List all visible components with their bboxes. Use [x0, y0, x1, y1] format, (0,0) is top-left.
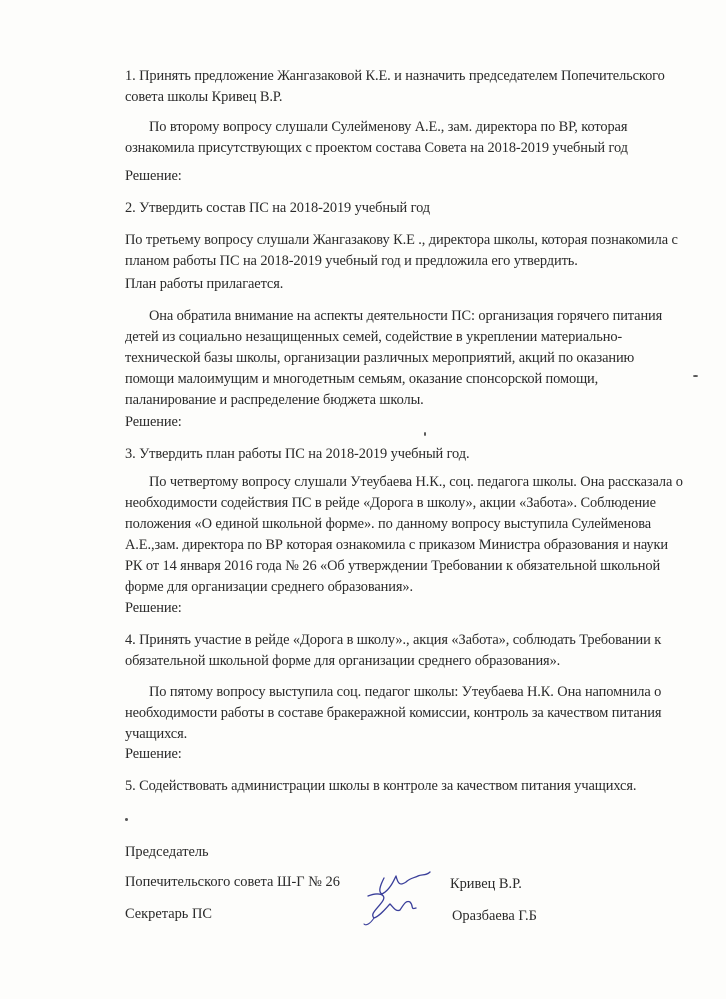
speck-mark: [424, 432, 426, 436]
paragraph-decision-2: 2. Утвердить состав ПС на 2018-2019 учебный год: [125, 200, 431, 216]
heading-decision: Решение:: [125, 746, 182, 762]
paragraph-decision-3: 3. Утвердить план работы ПС на 2018-2019 учебный год.: [125, 446, 470, 462]
heading-decision: Решение:: [125, 600, 182, 616]
handwritten-signature-icon: [360, 868, 440, 928]
paragraph-decision-5: 5. Содействовать администрации школы в контроле за качеством питания учащихся.: [125, 778, 637, 794]
speck-mark: [125, 818, 128, 821]
paragraph-fifth-question: По пятому вопросу выступила соц. педагог школы: Утеубаева Н.К. Она напомнила о необходимости работы в составе бракеражной комиссии, контроль за качеством питания учащихся.: [125, 684, 662, 742]
paragraph-second-question: По второму вопросу слушали Сулейменову А.Е., зам. директора по ВР, которая ознакомила присутствующих с проектом состава Совета на 2018-2019 учебный год: [125, 119, 628, 156]
secretary-title: Секретарь ПС: [125, 906, 212, 922]
chair-title-line-2: Попечительского совета Ш-Г № 26: [125, 874, 340, 890]
heading-decision: Решение:: [125, 414, 182, 430]
secretary-name: Оразбаева Г.Б: [452, 908, 537, 924]
paragraph-third-question: По третьему вопросу слушали Жангазакову К.Е ., директора школы, которая познакомила с планом работы ПС на 2018-2019 учебный год и предложила его утвердить.: [125, 232, 678, 269]
chair-title-line-1: Председатель: [125, 844, 209, 860]
speck-mark: [693, 375, 698, 377]
heading-decision: Решение:: [125, 168, 182, 184]
paragraph-aspects: Она обратила внимание на аспекты деятельности ПС: организация горячего питания детей из социально незащищенных семей, содействие в укреплении материально-технической базы школы, организации различных мероприятий, акций по оказанию помощи малоимущим и многодетным семьям, оказание спонсорской помощи, паланирование и распределение бюджета школы.: [125, 308, 663, 408]
paragraph-fourth-question: По четвертому вопросу слушали Утеубаева Н.К., соц. педагога школы. Она рассказала о необходимости содействия ПС в рейде «Дорога в школу», акции «Забота». Соблюдение положения «О единой школьной форме». по данному вопросу выступила Сулейменова А.Е.,зам. директора по ВР которая ознакомила с приказом Министра образования и науки РК от 14 января 2016 года № 26 «Об утверждении Требовании к обязательной школьной форме для организации среднего образования».: [125, 474, 683, 595]
paragraph-plan-attached: План работы прилагается.: [125, 276, 284, 292]
paragraph-decision-1: 1. Принять предложение Жангазаковой К.Е. и назначить председателем Попечительского совета школы Кривец В.Р.: [125, 68, 665, 105]
paragraph-decision-4: 4. Принять участие в рейде «Дорога в школу»., акция «Забота», соблюдать Требовании к обязательной школьной форме для организации среднего образования».: [125, 632, 662, 669]
chair-name: Кривец В.Р.: [450, 876, 522, 892]
